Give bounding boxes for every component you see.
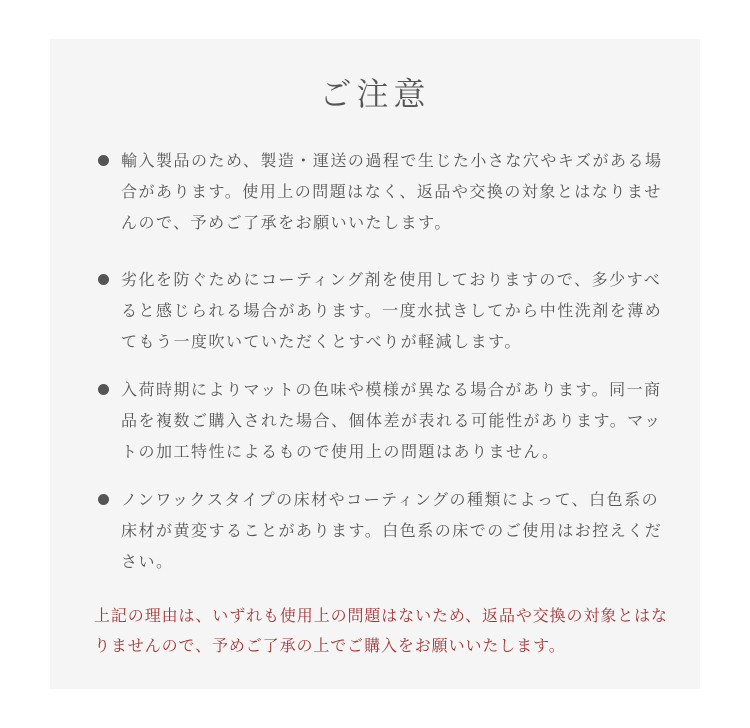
list-item-text: ノンワックスタイプの床材やコーティングの種類によって、白色系の床材が黄変することがあります。白色系の床でのご使用はお控えください。 (121, 490, 663, 571)
bullet-icon (98, 384, 109, 395)
list-item (96, 484, 676, 577)
list-item (96, 374, 676, 467)
bullet-icon (98, 274, 109, 285)
list-item (96, 145, 676, 238)
list-item-text: 入荷時期によりマットの色味や模様が異なる場合があります。同一商品を複数ご購入された場合、個体差が表れる可能性があります。マットの加工特性によるもので使用上の問題はありません。 (121, 380, 662, 461)
closing-note: 上記の理由は、いずれも使用上の問題はないため、返品や交換の対象とはなりませんので、予めご了承の上でご購入をお願いいたします。 (94, 606, 668, 655)
list-item (96, 264, 676, 357)
list-item-text: 劣化を防ぐためにコーティング剤を使用しておりますので、多少すべると感じられる場合があります。一度水拭きしてから中性洗剤を薄めてもう一度吹いていただくとすべりが軽減します。 (121, 270, 663, 351)
bullet-icon (98, 494, 109, 505)
page-title: ご注意 (319, 75, 431, 113)
list-item-text: 輸入製品のため、製造・運送の過程で生じた小さな穴やキズがある場合があります。使用上の問題はなく、返品や交換の対象とはなりませんので、予めご了承をお願いいたします。 (121, 151, 663, 232)
bullet-icon (98, 155, 109, 166)
notice-panel (50, 39, 700, 689)
